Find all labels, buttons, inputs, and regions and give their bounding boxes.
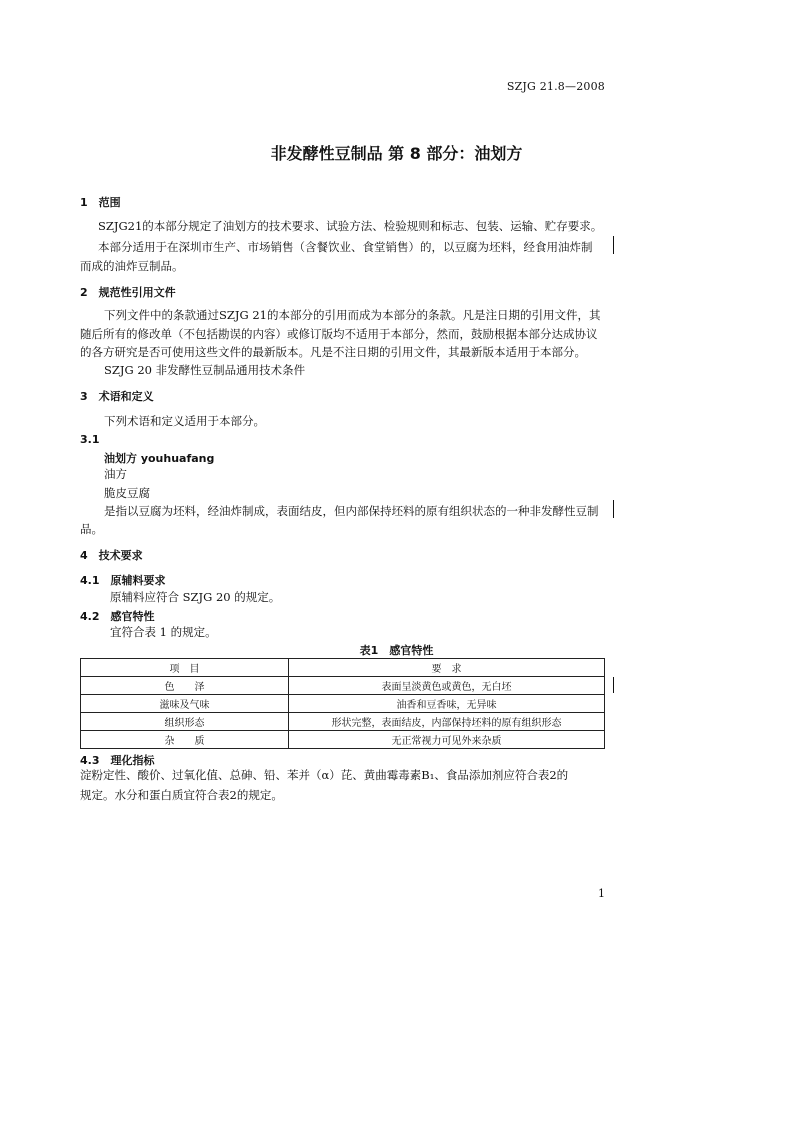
standard-number: SZJG 21.8—2008 — [506, 80, 605, 93]
table-row — [81, 695, 605, 713]
table-row — [81, 677, 605, 695]
term-alternative: 油方 — [104, 467, 127, 481]
section-2-line: 下列文件中的条款通过SZJG 21的本部分的引用而成为本部分的条款。凡是注日期的引用文件，其 — [104, 308, 601, 322]
section-1-line: 本部分适用于在深圳市生产、市场销售（含餐饮业、食堂销售）的，以豆腐为坯料，经食用油炸制 — [98, 240, 593, 254]
section-1-line: SZJG21的本部分规定了油划方的技术要求、试验方法、检验规则和标志、包装、运输、贮存要求。 — [98, 219, 603, 233]
page-number: 1 — [598, 887, 605, 900]
section-1-line: 而成的油炸豆制品。 — [80, 259, 184, 273]
table-cell: 无正常视力可见外来杂质 — [289, 731, 605, 749]
revision-bar — [613, 236, 614, 254]
table-cell: 表面呈淡黄色或黄色，无白坯 — [289, 677, 605, 695]
section-4-3-heading: 4.3 理化指标 — [80, 754, 155, 767]
section-2-heading: 2 规范性引用文件 — [80, 286, 176, 299]
document-title: 非发酵性豆制品 第 8 部分：油划方 — [270, 144, 523, 163]
section-3-heading: 3 术语和定义 — [80, 390, 154, 403]
section-4-1-text: 原辅料应符合 SZJG 20 的规定。 — [110, 590, 281, 604]
table-cell: 滋味及气味 — [81, 695, 289, 713]
table-cell: 杂 质 — [81, 731, 289, 749]
term-definition: 品。 — [80, 522, 103, 536]
section-3-line: 下列术语和定义适用于本部分。 — [104, 414, 265, 428]
sensory-table — [80, 658, 605, 749]
term-number: 3.1 — [80, 433, 100, 446]
table-cell: 组织形态 — [81, 713, 289, 731]
section-4-heading: 4 技术要求 — [80, 549, 143, 562]
revision-bar — [613, 500, 614, 518]
section-4-2-text: 宜符合表 1 的规定。 — [110, 625, 217, 639]
table-row — [81, 713, 605, 731]
table-header-row — [81, 659, 605, 677]
normative-reference: SZJG 20 非发酵性豆制品通用技术条件 — [104, 363, 306, 377]
table-header-cell: 要 求 — [289, 659, 605, 677]
revision-bar — [613, 677, 614, 693]
table-row — [81, 731, 605, 749]
term-definition: 是指以豆腐为坯料，经油炸制成，表面结皮，但内部保持坯料的原有组织状态的一种非发酵性豆制 — [104, 504, 599, 518]
table-header-cell: 项 目 — [81, 659, 289, 677]
section-4-3-text: 规定。水分和蛋白质宜符合表2的规定。 — [80, 788, 283, 802]
table-cell: 色 泽 — [81, 677, 289, 695]
section-4-2-heading: 4.2 感官特性 — [80, 610, 155, 623]
table-cell: 油香和豆香味，无异味 — [289, 695, 605, 713]
section-4-3-text: 淀粉定性、酸价、过氧化值、总砷、铅、苯并（α）芘、黄曲霉毒素B₁、食品添加剂应符合表2的 — [80, 768, 569, 782]
section-4-1-heading: 4.1 原辅料要求 — [80, 574, 166, 587]
table-caption: 表1 感官特性 — [359, 644, 434, 657]
table-cell: 形状完整，表面结皮，内部保持坯料的原有组织形态 — [289, 713, 605, 731]
section-2-line: 的各方研究是否可使用这些文件的最新版本。凡是不注日期的引用文件，其最新版本适用于本部分。 — [80, 345, 586, 359]
section-2-line: 随后所有的修改单（不包括勘误的内容）或修订版均不适用于本部分，然而，鼓励根据本部分达成协议 — [80, 327, 598, 341]
term-name: 油划方 youhuafang — [104, 452, 215, 465]
section-1-heading: 1 范围 — [80, 196, 121, 209]
term-alternative: 脆皮豆腐 — [104, 486, 150, 500]
